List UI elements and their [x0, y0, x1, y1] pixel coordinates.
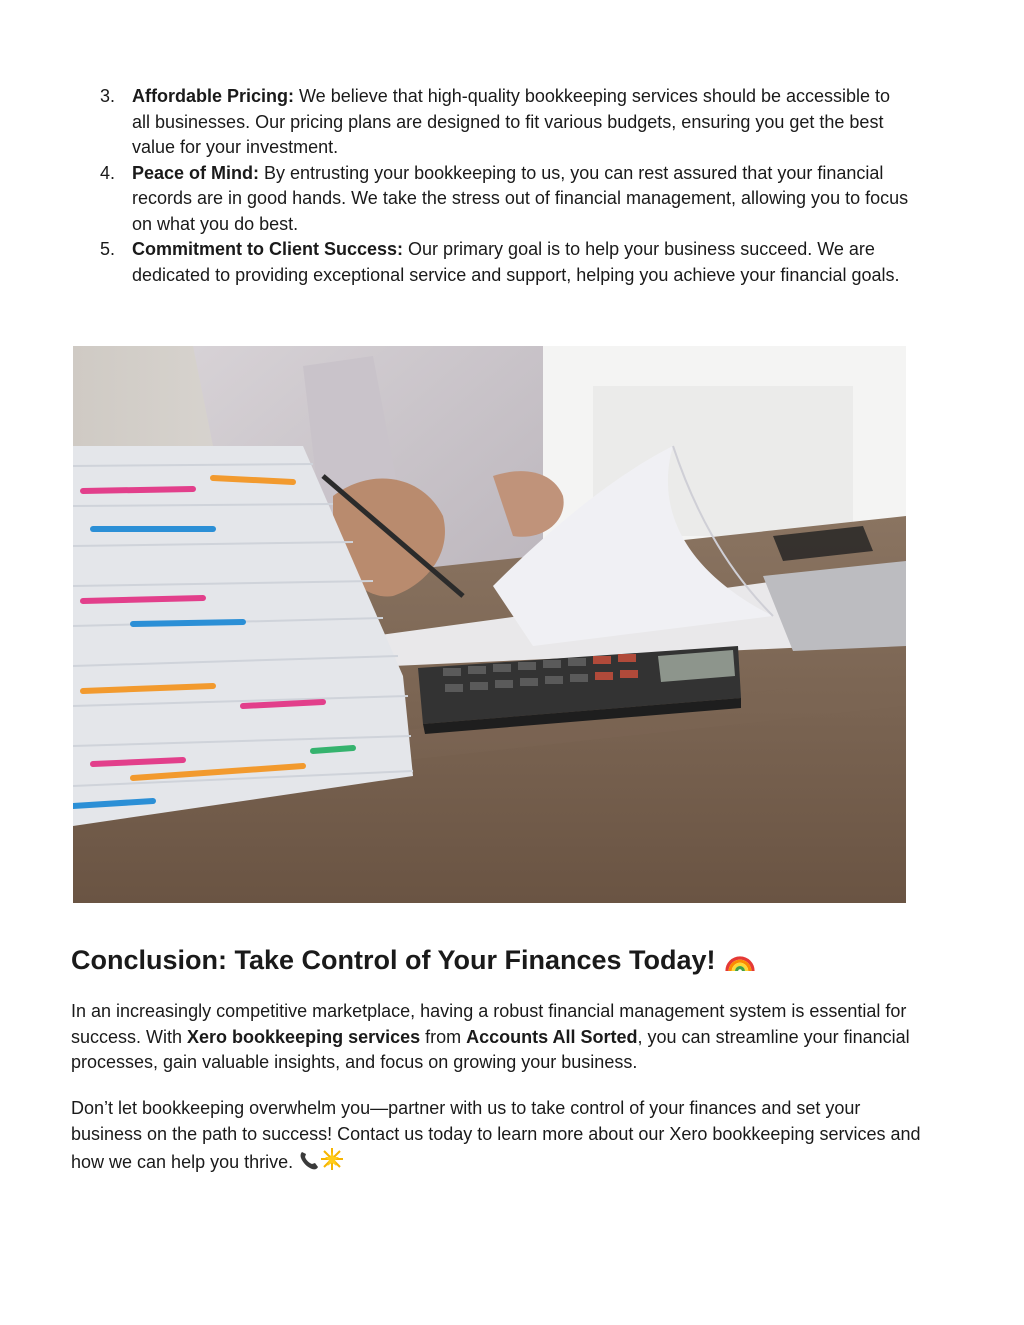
list-number: 3. — [100, 86, 116, 106]
star-icon — [320, 1147, 344, 1179]
rainbow-icon — [724, 943, 756, 984]
paragraph-text: In an increasingly competitive marketplace, having a robust financial management system is essential for success. With — [71, 1001, 907, 1047]
conclusion-heading — [71, 940, 756, 984]
list-number: 4. — [100, 162, 116, 183]
list-item — [72, 161, 912, 238]
paragraph-text: , you can streamline your financial processes, gain valuable insights, and focus on growing your business. — [71, 1026, 910, 1072]
list-item-text: By entrusting your bookkeeping to us, you can rest assured that your financial records are in good hands. We take the stress out of financial management, allowing you to focus on what you do best. — [132, 162, 909, 234]
list-item — [72, 84, 912, 161]
paragraph-text: Don’t let bookkeeping overwhelm you—partner with us to take control of your finances and set your business on the path to success! Contact us today to learn more about our Xero bookkeeping services and how we can help you thrive. — [71, 1098, 921, 1172]
list-item-title: Peace of Mind: — [132, 162, 260, 183]
list-number: 5. — [100, 239, 116, 259]
conclusion-heading-text: Conclusion: Take Control of Your Finances Today! — [71, 945, 716, 975]
list-item-text: Our primary goal is to help your business succeed. We are dedicated to providing exceptional service and support, helping you achieve your financial goals. — [132, 239, 900, 285]
conclusion-paragraph-1 — [71, 999, 921, 1076]
list-item-text: We believe that high-quality bookkeeping services should be accessible to all businesses. Our pricing plans are designed to fit various budgets, ensuring you get the best value for your investment. — [132, 86, 891, 157]
phone-icon — [298, 1149, 320, 1179]
list-item-title: Commitment to Client Success: — [132, 239, 404, 259]
list-item — [72, 237, 912, 288]
conclusion-paragraph-2 — [71, 1096, 921, 1179]
benefits-list — [72, 84, 912, 288]
paperwork-illustration — [73, 346, 906, 903]
company-name: Accounts All Sorted — [466, 1026, 638, 1047]
paperwork-photo — [73, 346, 906, 903]
paragraph-text: from — [420, 1026, 467, 1047]
list-item-title: Affordable Pricing: — [132, 86, 295, 106]
service-name: Xero bookkeeping services — [187, 1026, 421, 1047]
